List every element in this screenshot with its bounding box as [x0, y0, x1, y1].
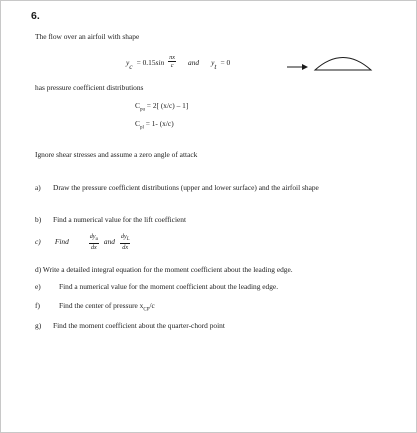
pressure-intro: has pressure coefficient distributions: [35, 83, 144, 92]
assumption-text: Ignore shear stresses and assume a zero angle of attack: [35, 150, 198, 159]
part-e: e) Find a numerical value for the moment coefficient about the leading edge.: [35, 282, 279, 291]
shape-fraction: $\frac{\pi x}{c}$: [169, 53, 175, 69]
part-d: d) Write a detailed integral equation for the moment coefficient about the leading edge.: [35, 265, 293, 274]
airfoil-outline: [315, 58, 371, 71]
cp-upper-equation: $C_{pu} = 2$[ (x/c) – 1]: [135, 101, 189, 113]
part-f: f) Find the center of pressure $x_{CP}/c$: [35, 301, 155, 313]
shape-equation: $y_c = 0.15\sin$ $\frac{\pi x}{c}$ and $y_t = 0$: [126, 53, 231, 72]
flow-arrow-head: [302, 64, 308, 70]
question-number: 6.: [31, 10, 40, 22]
dyu-dx-fraction: $\frac{dy_u}{dx}$: [89, 233, 99, 252]
airfoil-sketch: [285, 51, 381, 77]
cp-lower-equation: $C_{pl} = 1-$ (x/c): [135, 119, 174, 131]
intro-text: The flow over an airfoil with shape: [35, 32, 140, 41]
part-g: g) Find the moment coefficient about the quarter-chord point: [35, 321, 225, 330]
dyl-dx-fraction: $\frac{dy_L}{dx}$: [120, 233, 130, 252]
part-b: b) Find a numerical value for the lift coefficient: [35, 215, 187, 224]
part-a: a) Draw the pressure coefficient distributions (upper and lower surface) and the airfoil shape: [35, 183, 319, 192]
part-c: c) Find $\frac{dy_u}{dx}$ and $\frac{dy_L}{dx}$: [35, 233, 130, 252]
